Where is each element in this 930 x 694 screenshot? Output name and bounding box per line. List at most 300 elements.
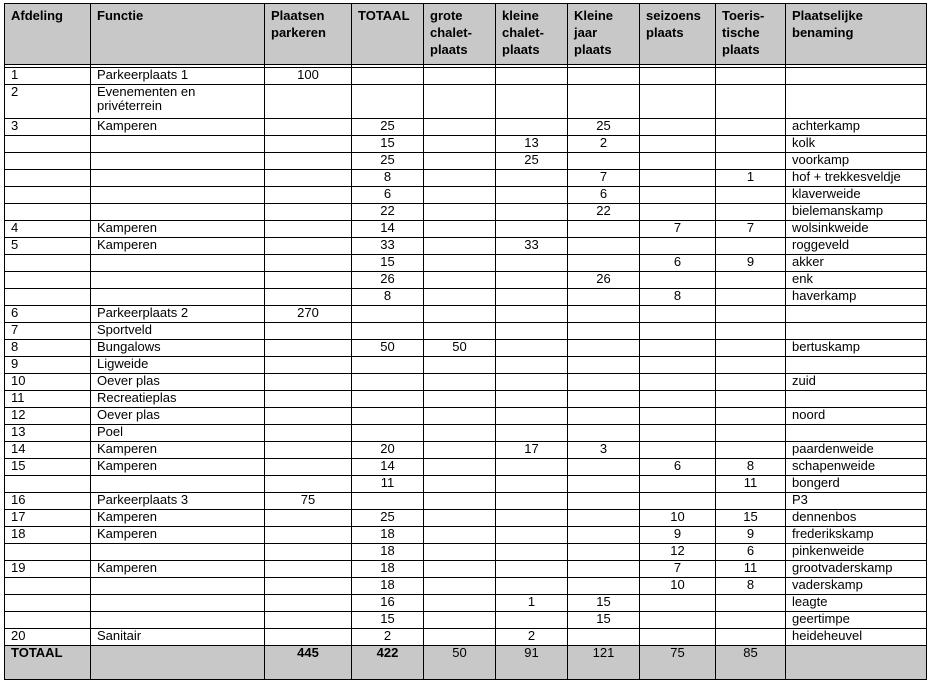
cell-parkeren bbox=[265, 340, 352, 357]
cell-totaal bbox=[352, 374, 424, 391]
cell-kleine-jaar bbox=[568, 544, 640, 561]
cell-afdeling: 14 bbox=[5, 442, 91, 459]
table-row bbox=[5, 425, 927, 442]
cell-afdeling: 8 bbox=[5, 340, 91, 357]
cell-afdeling: 10 bbox=[5, 374, 91, 391]
cell-toeristische: 8 bbox=[716, 459, 786, 476]
cell-totaal: 11 bbox=[352, 476, 424, 493]
cell-totaal bbox=[352, 425, 424, 442]
cell-afdeling bbox=[5, 595, 91, 612]
cell-kleine-chalet bbox=[496, 493, 568, 510]
cell-grote-chalet bbox=[424, 153, 496, 170]
cell-grote-chalet: 50 bbox=[424, 340, 496, 357]
cell-kleine-jaar: 25 bbox=[568, 119, 640, 136]
cell-totaal: 2 bbox=[352, 629, 424, 646]
cell-afdeling bbox=[5, 289, 91, 306]
cell-totaal: 50 bbox=[352, 340, 424, 357]
cell-parkeren bbox=[265, 374, 352, 391]
cell-seizoens: 6 bbox=[640, 255, 716, 272]
cell-seizoens bbox=[640, 170, 716, 187]
cell-benaming bbox=[786, 391, 927, 408]
table-row bbox=[5, 527, 927, 544]
cell-benaming: zuid bbox=[786, 374, 927, 391]
cell-benaming: noord bbox=[786, 408, 927, 425]
cell-parkeren bbox=[265, 527, 352, 544]
cell-seizoens: 12 bbox=[640, 544, 716, 561]
totals-label: TOTAAL bbox=[5, 646, 91, 680]
cell-toeristische bbox=[716, 289, 786, 306]
cell-benaming: bongerd bbox=[786, 476, 927, 493]
cell-seizoens bbox=[640, 68, 716, 85]
cell-totaal: 18 bbox=[352, 578, 424, 595]
cell-parkeren bbox=[265, 204, 352, 221]
cell-kleine-chalet bbox=[496, 119, 568, 136]
cell-grote-chalet bbox=[424, 306, 496, 323]
header-seizoens: seizoens plaats bbox=[640, 4, 716, 65]
cell-grote-chalet bbox=[424, 272, 496, 289]
cell-kleine-chalet: 25 bbox=[496, 153, 568, 170]
totals-row bbox=[5, 646, 927, 680]
cell-functie bbox=[91, 578, 265, 595]
cell-functie: Parkeerplaats 3 bbox=[91, 493, 265, 510]
header-grote-chalet: grote chalet-plaats bbox=[424, 4, 496, 65]
cell-kleine-jaar bbox=[568, 391, 640, 408]
table-row bbox=[5, 612, 927, 629]
cell-benaming: wolsinkweide bbox=[786, 221, 927, 238]
totals-totaal: 422 bbox=[352, 646, 424, 680]
cell-seizoens: 7 bbox=[640, 221, 716, 238]
cell-seizoens bbox=[640, 595, 716, 612]
table-row bbox=[5, 306, 927, 323]
cell-grote-chalet bbox=[424, 408, 496, 425]
cell-grote-chalet bbox=[424, 476, 496, 493]
cell-toeristische bbox=[716, 136, 786, 153]
cell-parkeren bbox=[265, 170, 352, 187]
cell-functie: Kamperen bbox=[91, 510, 265, 527]
table-row bbox=[5, 476, 927, 493]
cell-grote-chalet bbox=[424, 442, 496, 459]
cell-benaming: bielemanskamp bbox=[786, 204, 927, 221]
cell-grote-chalet bbox=[424, 527, 496, 544]
cell-benaming: dennenbos bbox=[786, 510, 927, 527]
cell-benaming: roggeveld bbox=[786, 238, 927, 255]
cell-toeristische: 9 bbox=[716, 527, 786, 544]
table-row bbox=[5, 153, 927, 170]
cell-benaming: P3 bbox=[786, 493, 927, 510]
table-row bbox=[5, 459, 927, 476]
cell-totaal: 14 bbox=[352, 221, 424, 238]
cell-grote-chalet bbox=[424, 629, 496, 646]
cell-functie bbox=[91, 187, 265, 204]
cell-kleine-jaar bbox=[568, 408, 640, 425]
cell-benaming: hof + trekkesveldje bbox=[786, 170, 927, 187]
cell-functie bbox=[91, 255, 265, 272]
cell-toeristische bbox=[716, 272, 786, 289]
cell-kleine-chalet: 2 bbox=[496, 629, 568, 646]
cell-kleine-jaar bbox=[568, 476, 640, 493]
cell-benaming: achterkamp bbox=[786, 119, 927, 136]
cell-benaming bbox=[786, 306, 927, 323]
cell-grote-chalet bbox=[424, 357, 496, 374]
cell-functie: Kamperen bbox=[91, 459, 265, 476]
cell-kleine-jaar bbox=[568, 527, 640, 544]
totals-kleine-jaar: 121 bbox=[568, 646, 640, 680]
cell-kleine-jaar bbox=[568, 459, 640, 476]
table-row bbox=[5, 323, 927, 340]
table-row bbox=[5, 544, 927, 561]
cell-afdeling: 12 bbox=[5, 408, 91, 425]
cell-parkeren bbox=[265, 221, 352, 238]
cell-kleine-chalet bbox=[496, 578, 568, 595]
header-row bbox=[5, 4, 927, 65]
cell-kleine-chalet bbox=[496, 459, 568, 476]
cell-kleine-chalet bbox=[496, 544, 568, 561]
cell-seizoens: 6 bbox=[640, 459, 716, 476]
cell-functie: Parkeerplaats 1 bbox=[91, 68, 265, 85]
cell-kleine-jaar: 15 bbox=[568, 612, 640, 629]
cell-toeristische bbox=[716, 425, 786, 442]
cell-grote-chalet bbox=[424, 510, 496, 527]
cell-functie: Kamperen bbox=[91, 442, 265, 459]
cell-kleine-jaar bbox=[568, 374, 640, 391]
cell-parkeren: 100 bbox=[265, 68, 352, 85]
cell-kleine-chalet bbox=[496, 340, 568, 357]
cell-seizoens bbox=[640, 493, 716, 510]
cell-parkeren bbox=[265, 629, 352, 646]
cell-kleine-jaar bbox=[568, 510, 640, 527]
table-row bbox=[5, 374, 927, 391]
cell-parkeren bbox=[265, 153, 352, 170]
cell-kleine-jaar bbox=[568, 629, 640, 646]
cell-afdeling: 1 bbox=[5, 68, 91, 85]
cell-toeristische bbox=[716, 119, 786, 136]
table-row bbox=[5, 119, 927, 136]
cell-benaming bbox=[786, 425, 927, 442]
cell-seizoens bbox=[640, 153, 716, 170]
cell-grote-chalet bbox=[424, 561, 496, 578]
cell-functie: Parkeerplaats 2 bbox=[91, 306, 265, 323]
cell-parkeren: 75 bbox=[265, 493, 352, 510]
cell-parkeren bbox=[265, 323, 352, 340]
cell-afdeling bbox=[5, 476, 91, 493]
cell-afdeling: 18 bbox=[5, 527, 91, 544]
cell-afdeling: 4 bbox=[5, 221, 91, 238]
cell-grote-chalet bbox=[424, 459, 496, 476]
cell-functie: Kamperen bbox=[91, 561, 265, 578]
cell-totaal: 25 bbox=[352, 119, 424, 136]
cell-parkeren bbox=[265, 595, 352, 612]
cell-seizoens bbox=[640, 85, 716, 119]
cell-totaal: 18 bbox=[352, 561, 424, 578]
cell-benaming: vaderskamp bbox=[786, 578, 927, 595]
cell-afdeling: 13 bbox=[5, 425, 91, 442]
cell-toeristische bbox=[716, 238, 786, 255]
cell-afdeling bbox=[5, 136, 91, 153]
cell-toeristische: 11 bbox=[716, 561, 786, 578]
cell-seizoens bbox=[640, 612, 716, 629]
cell-kleine-chalet: 13 bbox=[496, 136, 568, 153]
cell-afdeling bbox=[5, 153, 91, 170]
cell-functie bbox=[91, 136, 265, 153]
table-row bbox=[5, 85, 927, 119]
table-row bbox=[5, 272, 927, 289]
cell-benaming: frederikskamp bbox=[786, 527, 927, 544]
table-row bbox=[5, 629, 927, 646]
cell-grote-chalet bbox=[424, 612, 496, 629]
cell-parkeren bbox=[265, 255, 352, 272]
cell-toeristische bbox=[716, 595, 786, 612]
cell-grote-chalet bbox=[424, 595, 496, 612]
cell-functie: Kamperen bbox=[91, 527, 265, 544]
cell-toeristische bbox=[716, 85, 786, 119]
cell-functie bbox=[91, 204, 265, 221]
cell-benaming: enk bbox=[786, 272, 927, 289]
table-row bbox=[5, 255, 927, 272]
cell-kleine-chalet: 1 bbox=[496, 595, 568, 612]
cell-totaal: 22 bbox=[352, 204, 424, 221]
cell-kleine-chalet bbox=[496, 374, 568, 391]
table-row bbox=[5, 221, 927, 238]
cell-toeristische bbox=[716, 204, 786, 221]
cell-functie: Sanitair bbox=[91, 629, 265, 646]
cell-benaming: heideheuvel bbox=[786, 629, 927, 646]
cell-parkeren bbox=[265, 459, 352, 476]
cell-kleine-chalet bbox=[496, 272, 568, 289]
totals-cell bbox=[786, 646, 927, 680]
cell-seizoens bbox=[640, 136, 716, 153]
cell-toeristische bbox=[716, 306, 786, 323]
cell-functie bbox=[91, 153, 265, 170]
cell-toeristische bbox=[716, 68, 786, 85]
cell-kleine-chalet bbox=[496, 306, 568, 323]
cell-kleine-jaar: 2 bbox=[568, 136, 640, 153]
cell-parkeren bbox=[265, 561, 352, 578]
cell-kleine-jaar bbox=[568, 493, 640, 510]
cell-seizoens bbox=[640, 204, 716, 221]
cell-grote-chalet bbox=[424, 68, 496, 85]
cell-seizoens bbox=[640, 119, 716, 136]
cell-seizoens: 10 bbox=[640, 578, 716, 595]
cell-benaming: akker bbox=[786, 255, 927, 272]
cell-kleine-chalet bbox=[496, 510, 568, 527]
cell-totaal bbox=[352, 306, 424, 323]
cell-grote-chalet bbox=[424, 136, 496, 153]
cell-kleine-chalet bbox=[496, 187, 568, 204]
cell-kleine-chalet bbox=[496, 68, 568, 85]
cell-afdeling: 6 bbox=[5, 306, 91, 323]
cell-toeristische bbox=[716, 374, 786, 391]
cell-afdeling bbox=[5, 204, 91, 221]
cell-functie: Kamperen bbox=[91, 221, 265, 238]
cell-parkeren bbox=[265, 408, 352, 425]
cell-seizoens bbox=[640, 442, 716, 459]
cell-toeristische: 11 bbox=[716, 476, 786, 493]
cell-parkeren bbox=[265, 578, 352, 595]
cell-afdeling bbox=[5, 170, 91, 187]
totals-kleine-chalet: 91 bbox=[496, 646, 568, 680]
cell-functie bbox=[91, 595, 265, 612]
cell-grote-chalet bbox=[424, 85, 496, 119]
cell-toeristische bbox=[716, 612, 786, 629]
cell-kleine-jaar bbox=[568, 357, 640, 374]
cell-toeristische: 9 bbox=[716, 255, 786, 272]
cell-totaal bbox=[352, 85, 424, 119]
header-plaatsen-parkeren: Plaatsen parkeren bbox=[265, 4, 352, 65]
cell-afdeling bbox=[5, 612, 91, 629]
cell-seizoens: 8 bbox=[640, 289, 716, 306]
cell-afdeling: 7 bbox=[5, 323, 91, 340]
cell-totaal: 15 bbox=[352, 255, 424, 272]
cell-kleine-jaar bbox=[568, 561, 640, 578]
cell-parkeren bbox=[265, 119, 352, 136]
cell-kleine-jaar: 6 bbox=[568, 187, 640, 204]
cell-functie bbox=[91, 170, 265, 187]
table-row bbox=[5, 510, 927, 527]
cell-toeristische: 6 bbox=[716, 544, 786, 561]
table-row bbox=[5, 68, 927, 85]
cell-kleine-jaar bbox=[568, 306, 640, 323]
cell-kleine-chalet bbox=[496, 408, 568, 425]
cell-afdeling: 15 bbox=[5, 459, 91, 476]
cell-functie: Recreatieplas bbox=[91, 391, 265, 408]
cell-afdeling: 16 bbox=[5, 493, 91, 510]
totals-seizoens: 75 bbox=[640, 646, 716, 680]
cell-totaal bbox=[352, 357, 424, 374]
cell-totaal bbox=[352, 323, 424, 340]
header-kleine-jaar: Kleine jaar plaats bbox=[568, 4, 640, 65]
cell-toeristische: 8 bbox=[716, 578, 786, 595]
cell-totaal: 20 bbox=[352, 442, 424, 459]
cell-grote-chalet bbox=[424, 170, 496, 187]
table-row bbox=[5, 595, 927, 612]
cell-afdeling: 2 bbox=[5, 85, 91, 119]
cell-kleine-chalet bbox=[496, 204, 568, 221]
cell-kleine-jaar bbox=[568, 238, 640, 255]
cell-grote-chalet bbox=[424, 204, 496, 221]
cell-benaming: grootvaderskamp bbox=[786, 561, 927, 578]
cell-benaming: bertuskamp bbox=[786, 340, 927, 357]
cell-kleine-jaar bbox=[568, 153, 640, 170]
cell-kleine-chalet bbox=[496, 170, 568, 187]
cell-toeristische bbox=[716, 408, 786, 425]
cell-kleine-chalet bbox=[496, 323, 568, 340]
cell-grote-chalet bbox=[424, 289, 496, 306]
table-row bbox=[5, 578, 927, 595]
cell-functie: Kamperen bbox=[91, 119, 265, 136]
cell-benaming: pinkenweide bbox=[786, 544, 927, 561]
header-functie: Functie bbox=[91, 4, 265, 65]
cell-afdeling bbox=[5, 187, 91, 204]
cell-seizoens bbox=[640, 238, 716, 255]
cell-functie bbox=[91, 544, 265, 561]
cell-parkeren bbox=[265, 136, 352, 153]
cell-seizoens bbox=[640, 629, 716, 646]
cell-seizoens bbox=[640, 340, 716, 357]
cell-grote-chalet bbox=[424, 323, 496, 340]
cell-kleine-chalet bbox=[496, 476, 568, 493]
header-toeristische: Toeris-tische plaats bbox=[716, 4, 786, 65]
table-row bbox=[5, 391, 927, 408]
cell-afdeling: 5 bbox=[5, 238, 91, 255]
cell-toeristische bbox=[716, 340, 786, 357]
cell-afdeling: 3 bbox=[5, 119, 91, 136]
totals-grote-chalet: 50 bbox=[424, 646, 496, 680]
cell-grote-chalet bbox=[424, 119, 496, 136]
cell-kleine-chalet bbox=[496, 357, 568, 374]
cell-parkeren bbox=[265, 612, 352, 629]
cell-seizoens bbox=[640, 476, 716, 493]
cell-totaal: 25 bbox=[352, 510, 424, 527]
cell-totaal: 33 bbox=[352, 238, 424, 255]
table-row bbox=[5, 187, 927, 204]
cell-afdeling: 20 bbox=[5, 629, 91, 646]
cell-grote-chalet bbox=[424, 425, 496, 442]
cell-seizoens: 7 bbox=[640, 561, 716, 578]
table-row bbox=[5, 442, 927, 459]
cell-functie bbox=[91, 612, 265, 629]
header-afdeling: Afdeling bbox=[5, 4, 91, 65]
cell-kleine-chalet bbox=[496, 85, 568, 119]
cell-toeristische bbox=[716, 187, 786, 204]
table-row bbox=[5, 561, 927, 578]
table-row bbox=[5, 136, 927, 153]
cell-seizoens: 10 bbox=[640, 510, 716, 527]
cell-grote-chalet bbox=[424, 187, 496, 204]
cell-functie bbox=[91, 272, 265, 289]
table-row bbox=[5, 340, 927, 357]
cell-totaal: 16 bbox=[352, 595, 424, 612]
cell-toeristische bbox=[716, 442, 786, 459]
cell-kleine-chalet bbox=[496, 612, 568, 629]
cell-benaming bbox=[786, 85, 927, 119]
cell-benaming: schapenweide bbox=[786, 459, 927, 476]
cell-grote-chalet bbox=[424, 238, 496, 255]
cell-totaal: 8 bbox=[352, 170, 424, 187]
cell-totaal: 26 bbox=[352, 272, 424, 289]
cell-kleine-chalet: 17 bbox=[496, 442, 568, 459]
plaatsen-table bbox=[4, 3, 927, 680]
cell-afdeling bbox=[5, 255, 91, 272]
totals-cell bbox=[91, 646, 265, 680]
cell-benaming: paardenweide bbox=[786, 442, 927, 459]
cell-totaal: 14 bbox=[352, 459, 424, 476]
cell-kleine-chalet bbox=[496, 255, 568, 272]
cell-totaal: 25 bbox=[352, 153, 424, 170]
cell-seizoens bbox=[640, 323, 716, 340]
table-row bbox=[5, 493, 927, 510]
cell-kleine-jaar bbox=[568, 255, 640, 272]
totals-toeristische: 85 bbox=[716, 646, 786, 680]
cell-kleine-jaar: 7 bbox=[568, 170, 640, 187]
cell-parkeren bbox=[265, 510, 352, 527]
cell-seizoens bbox=[640, 374, 716, 391]
table-row bbox=[5, 238, 927, 255]
cell-kleine-jaar bbox=[568, 578, 640, 595]
cell-grote-chalet bbox=[424, 221, 496, 238]
cell-afdeling bbox=[5, 578, 91, 595]
cell-parkeren bbox=[265, 442, 352, 459]
cell-kleine-jaar: 3 bbox=[568, 442, 640, 459]
cell-kleine-jaar bbox=[568, 68, 640, 85]
cell-parkeren: 270 bbox=[265, 306, 352, 323]
cell-totaal: 8 bbox=[352, 289, 424, 306]
cell-kleine-jaar bbox=[568, 323, 640, 340]
table-body bbox=[5, 65, 927, 646]
cell-grote-chalet bbox=[424, 544, 496, 561]
cell-kleine-chalet bbox=[496, 561, 568, 578]
cell-kleine-jaar bbox=[568, 340, 640, 357]
cell-benaming: voorkamp bbox=[786, 153, 927, 170]
